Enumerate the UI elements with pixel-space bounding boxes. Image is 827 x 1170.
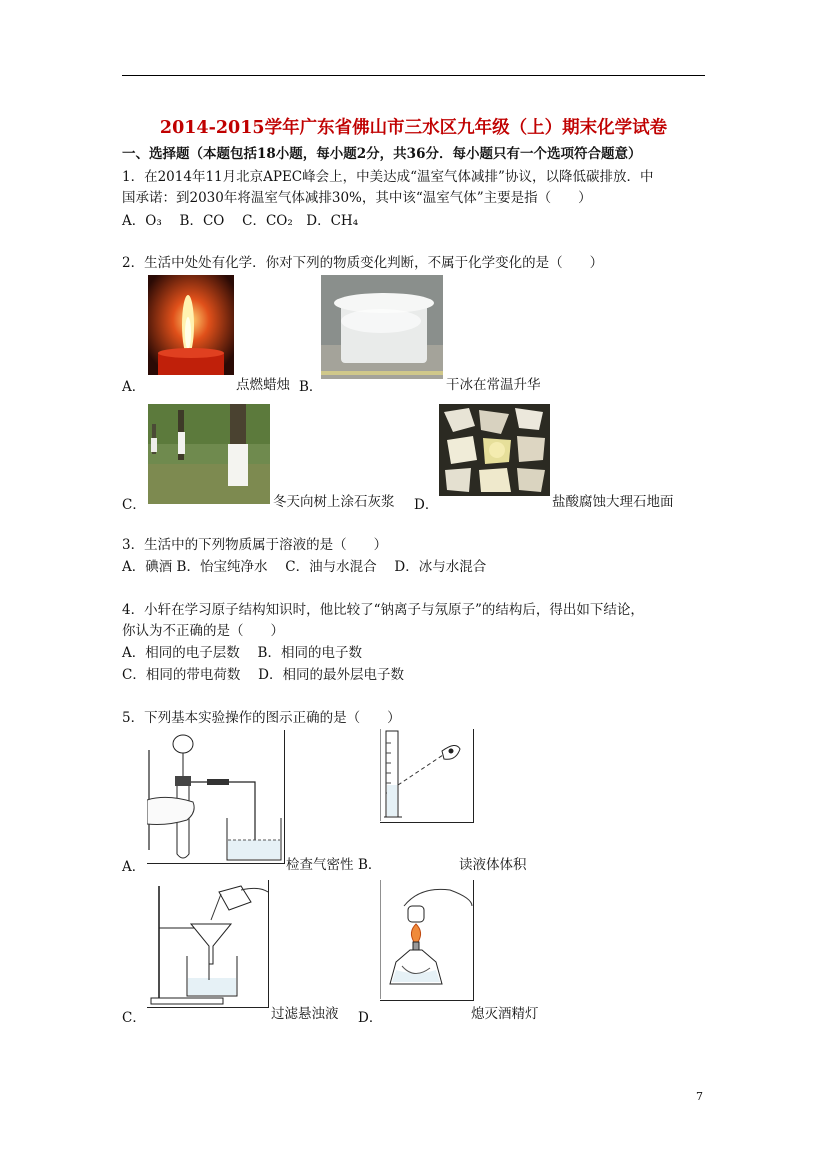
q5-c-caption: 过滤悬浊液 bbox=[271, 1006, 339, 1022]
q5-d-letter: D． bbox=[358, 1010, 383, 1026]
q2-d-caption: 盐酸腐蚀大理石地面 bbox=[552, 494, 674, 510]
q5-b-caption: 读液体体积 bbox=[459, 857, 527, 873]
q3-options: A．碘酒 B．怡宝纯净水 C．油与水混合 D．冰与水混合 bbox=[122, 559, 487, 575]
page-number: 7 bbox=[696, 1090, 703, 1103]
q1-line1: 1．在2014年11月北京APEC峰会上，中美达成“温室气体减排”协议，以降低碳排放．中 bbox=[122, 169, 654, 185]
header-rule bbox=[122, 75, 705, 76]
q5-d-caption: 熄灭酒精灯 bbox=[471, 1006, 539, 1022]
q2-c-letter: C． bbox=[122, 497, 146, 513]
dry-ice-photo bbox=[321, 275, 443, 379]
tree-lime-photo bbox=[148, 404, 270, 504]
airtightness-figure bbox=[147, 730, 285, 864]
q1-line2: 国承诺：到2030年将温室气体减排30%，其中该“温室气体”主要是指（ ） bbox=[122, 190, 592, 206]
q5-a-caption: 检查气密性 bbox=[286, 857, 354, 873]
q1-options: A．O₃ B．CO C．CO₂ D．CH₄ bbox=[122, 213, 359, 229]
q2-a-letter: A． bbox=[122, 379, 146, 395]
q4-line2: 你认为不正确的是（ ） bbox=[122, 623, 284, 639]
q3-stem: 3．生活中的下列物质属于溶液的是（ ） bbox=[122, 537, 388, 553]
page-title: 2014-2015学年广东省佛山市三水区九年级（上）期末化学试卷 bbox=[159, 118, 668, 138]
candle-photo bbox=[148, 275, 234, 375]
cylinder-reading-figure bbox=[380, 729, 474, 823]
q5-b-letter: B． bbox=[358, 857, 382, 873]
q2-b-letter: B． bbox=[299, 379, 323, 395]
section-heading: 一、选择题（本题包括18小题，每小题2分，共36分．每小题只有一个选项符合题意） bbox=[122, 146, 642, 162]
q2-c-caption: 冬天向树上涂石灰浆 bbox=[273, 494, 395, 510]
q2-stem: 2．生活中处处有化学．你对下列的物质变化判断，不属于化学变化的是（ ） bbox=[122, 255, 604, 271]
alcohol-lamp-figure bbox=[380, 880, 474, 1001]
q5-stem: 5．下列基本实验操作的图示正确的是（ ） bbox=[122, 710, 401, 726]
q2-d-letter: D． bbox=[414, 497, 439, 513]
q4-options-cd: C．相同的带电荷数 D．相同的最外层电子数 bbox=[122, 667, 404, 683]
q4-options-ab: A．相同的电子层数 B．相同的电子数 bbox=[122, 645, 362, 661]
q5-c-letter: C． bbox=[122, 1010, 146, 1026]
q4-line1: 4．小轩在学习原子结构知识时，他比较了“钠离子与氖原子”的结构后，得出如下结论， bbox=[122, 602, 644, 618]
q2-a-caption: 点燃蜡烛 bbox=[236, 377, 290, 393]
marble-photo bbox=[439, 404, 550, 496]
filtration-figure bbox=[147, 880, 269, 1008]
q2-b-caption: 干冰在常温升华 bbox=[446, 377, 541, 393]
q5-a-letter: A． bbox=[122, 859, 146, 875]
